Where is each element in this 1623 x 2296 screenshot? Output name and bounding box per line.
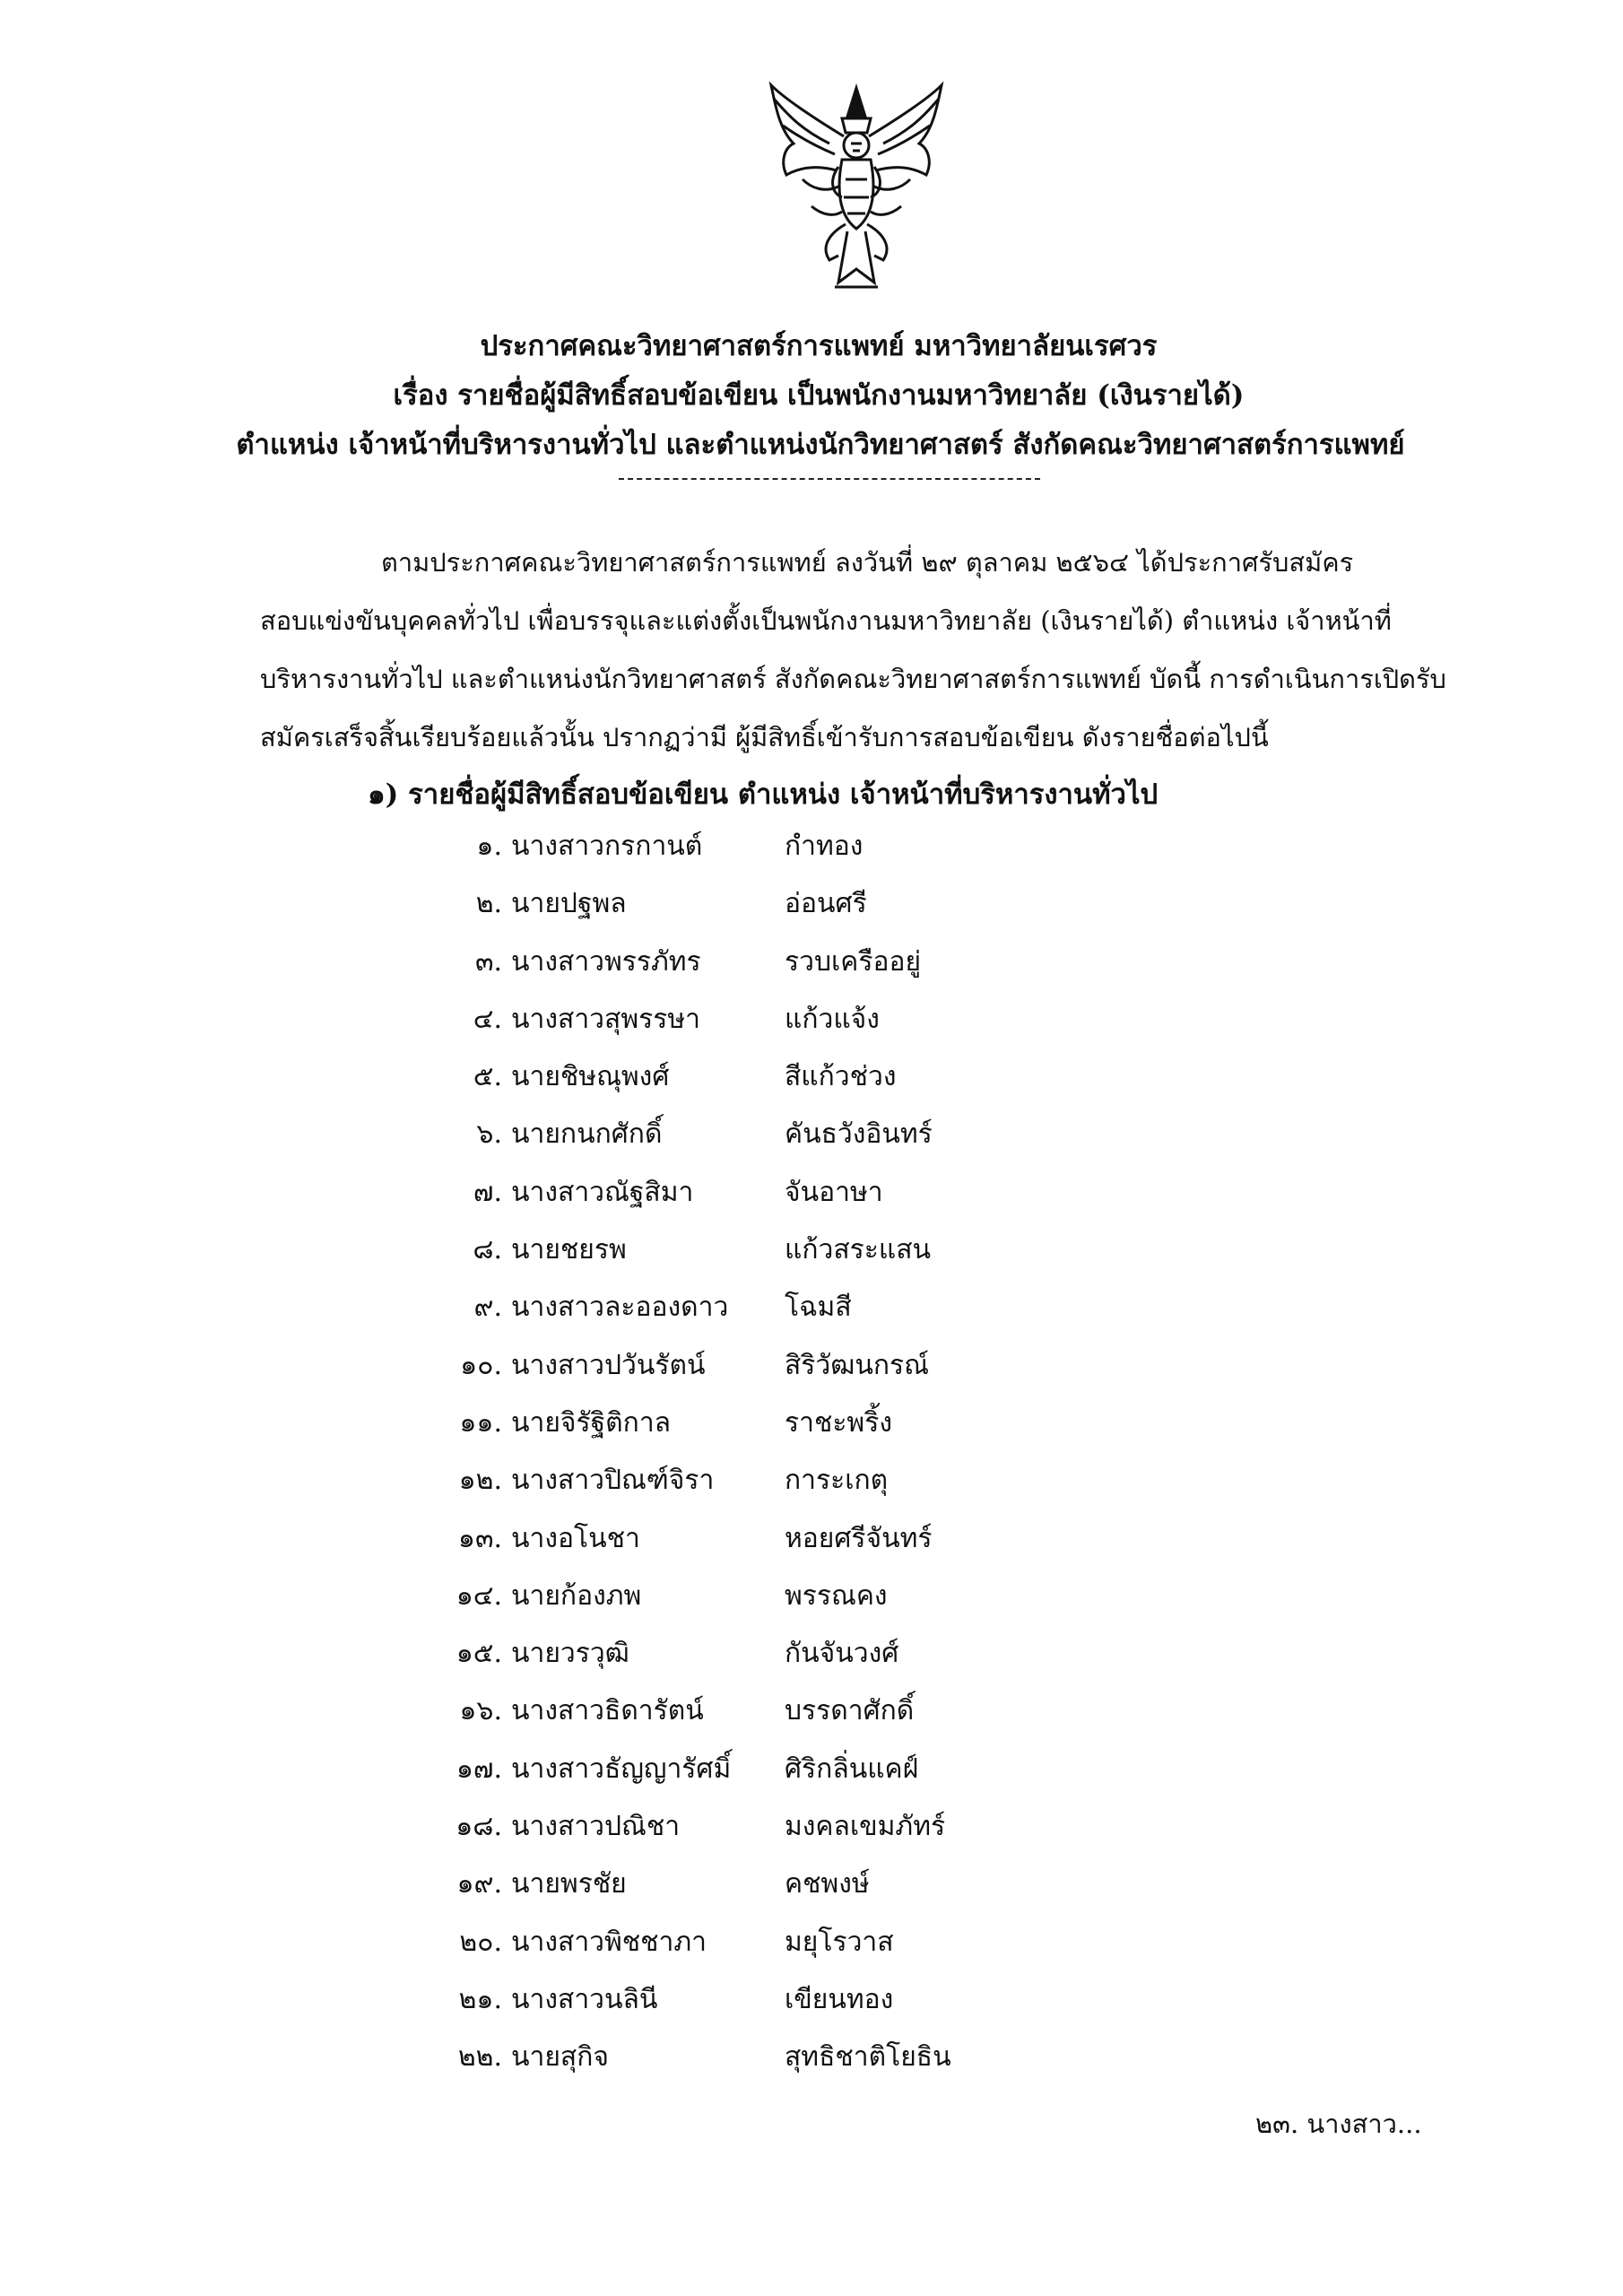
item-number: ๔. (473, 1003, 502, 1035)
list-item (404, 825, 1211, 883)
family-name: สีแก้วช่วง (785, 1061, 897, 1093)
family-name: กำทอง (785, 831, 864, 862)
list-item (404, 1402, 1211, 1459)
given-name: นางสาวปณิชา (511, 1811, 681, 1843)
family-name: มยุโรวาส (785, 1926, 894, 1958)
item-number: ๓. (474, 945, 502, 978)
given-name: นายชิษณุพงศ์ (511, 1061, 670, 1093)
given-name: นางอโนชา (511, 1522, 640, 1554)
body-line: บริหารงานทั่วไป และตำแหน่งนักวิทยาศาสตร์ สังกัดคณะวิทยาศาสตร์การแพทย์ บัดนี้ การดำเนินการเปิดรับ (260, 664, 1446, 694)
item-number: ๖. (476, 1118, 502, 1151)
list-item (404, 1921, 1211, 1979)
item-number: ๗. (473, 1176, 502, 1208)
item-number: ๑๑. (459, 1406, 502, 1439)
family-name: คันธวังอินทร์ (785, 1118, 933, 1151)
list-item (404, 2036, 1211, 2093)
given-name: นางสาวละอองดาว (511, 1292, 729, 1324)
given-name: นายจิรัฐิติกาล (511, 1406, 672, 1439)
item-number: ๑๖. (459, 1695, 502, 1727)
list-item (404, 1286, 1211, 1344)
given-name: นางสาวกรกานต์ (511, 831, 703, 862)
item-number: ๑๗. (456, 1752, 502, 1785)
item-number: ๕. (473, 1061, 502, 1093)
list-item (404, 1979, 1211, 2036)
family-name: บรรดาศักดิ์ (785, 1695, 915, 1727)
list-item (404, 1632, 1211, 1690)
list-item (404, 1229, 1211, 1286)
list-item (404, 883, 1211, 940)
given-name: นางสาวพิชชาภา (511, 1926, 707, 1958)
list-item (404, 1863, 1211, 1920)
list-item (404, 1113, 1211, 1170)
family-name: การะเกตุ (785, 1465, 889, 1497)
item-number: ๒๑. (458, 1983, 502, 2015)
item-number: ๒. (475, 888, 502, 920)
body-paragraph (260, 534, 1457, 767)
given-name: นายปฐพล (511, 888, 627, 920)
announcement-positions: ตำแหน่ง เจ้าหน้าที่บริหารงานทั่วไป และตำแหน่งนักวิทยาศาสตร์ สังกัดคณะวิทยาศาสตร์การแพทย์ (236, 429, 1405, 461)
family-name: อ่อนศรี (785, 888, 867, 920)
list-item (404, 941, 1211, 998)
item-number: ๑๕. (456, 1638, 502, 1670)
item-number: ๒๐. (459, 1926, 502, 1958)
family-name: พรรณคง (785, 1579, 888, 1612)
given-name: นางสาวปวันรัตน์ (511, 1349, 706, 1381)
body-line: สมัครเสร็จสิ้นเรียบร้อยแล้วนั้น ปรากฏว่ามี ผู้มีสิทธิ์เข้ารับการสอบข้อเขียน ดังรายชื่อต่อไปนี้ (260, 722, 1269, 752)
item-number: ๑๐. (460, 1349, 502, 1381)
list-item (404, 1690, 1211, 1747)
family-name: สิริวัฒนกรณ์ (785, 1349, 929, 1381)
item-number: ๑๙. (456, 1868, 502, 1900)
given-name: นายสุกิจ (511, 2041, 609, 2074)
list-item (404, 1056, 1211, 1113)
given-name: นายก้องภพ (511, 1579, 642, 1612)
list-item (404, 1575, 1211, 1632)
item-number: ๑. (476, 831, 502, 862)
given-name: นายวรวุฒิ (511, 1638, 629, 1670)
family-name: จันอาษา (785, 1176, 883, 1208)
given-name: นางสาวณัฐสิมา (511, 1176, 694, 1208)
header-divider (619, 475, 1040, 480)
family-name: เขียนทอง (785, 1983, 894, 2015)
family-name: ศิริกลิ่นแคฝ์ (785, 1752, 919, 1785)
item-number: ๘. (473, 1234, 502, 1266)
item-number: ๑๘. (456, 1811, 502, 1843)
family-name: โฉมสี (785, 1292, 852, 1324)
given-name: นายพรชัย (511, 1868, 627, 1900)
list-item (404, 1171, 1211, 1229)
list-item (404, 998, 1211, 1056)
given-name: นางสาวปิณฑ์จิรา (511, 1465, 715, 1497)
announcement-title: ประกาศคณะวิทยาศาสตร์การแพทย์ มหาวิทยาลัยนเรศวร (480, 330, 1158, 362)
family-name: แก้วสระแสน (785, 1234, 932, 1266)
given-name: นางสาวธิดารัตน์ (511, 1695, 704, 1727)
body-line: ตามประกาศคณะวิทยาศาสตร์การแพทย์ ลงวันที่ ๒๙ ตุลาคม ๒๕๖๔ ได้ประกาศรับสมัคร (381, 547, 1354, 578)
family-name: กันจันวงศ์ (785, 1638, 899, 1670)
family-name: แก้วแจ้ง (785, 1003, 880, 1035)
garuda-emblem-icon (749, 81, 964, 296)
list-item (404, 1344, 1211, 1402)
item-number: ๙. (473, 1292, 502, 1324)
given-name: นางสาวพรรภัทร (511, 945, 701, 978)
list-item (404, 1748, 1211, 1805)
family-name: หอยศรีจันทร์ (785, 1522, 933, 1554)
section-heading: ๑) รายชื่อผู้มีสิทธิ์สอบข้อเขียน ตำแหน่ง เจ้าหน้าที่บริหารงานทั่วไป (368, 778, 1159, 811)
body-line: สอบแข่งขันบุคคลทั่วไป เพื่อบรรจุและแต่งตั้งเป็นพนักงานมหาวิทยาลัย (เงินรายได้) ตำแหน่ง เจ้าหน้าที่ (260, 605, 1392, 636)
announcement-subject: เรื่อง รายชื่อผู้มีสิทธิ์สอบข้อเขียน เป็นพนักงานมหาวิทยาลัย (เงินรายได้) (393, 379, 1245, 412)
given-name: นางสาวธัญญารัศมิ์ (511, 1752, 732, 1785)
item-number: ๑๓. (457, 1522, 502, 1554)
list-item (404, 1805, 1211, 1863)
family-name: รวบเครืออยู่ (785, 945, 922, 978)
item-number: ๑๔. (456, 1579, 502, 1612)
family-name: มงคลเขมภัทร์ (785, 1811, 946, 1843)
family-name: ราชะพริ้ง (785, 1406, 892, 1439)
family-name: คชพงษ์ (785, 1868, 870, 1900)
given-name: นางสาวสุพรรษา (511, 1003, 700, 1035)
item-number: ๑๒. (458, 1465, 502, 1497)
continuation-note: ๒๓. นางสาว... (1255, 2109, 1422, 2139)
family-name: สุทธิชาติโยธิน (785, 2041, 951, 2074)
given-name: นางสาวนลินี (511, 1983, 658, 2015)
list-item (404, 1459, 1211, 1517)
given-name: นายชยรพ (511, 1234, 627, 1266)
item-number: ๒๒. (457, 2041, 502, 2074)
given-name: นายกนกศักดิ์ (511, 1118, 663, 1151)
candidate-list (404, 825, 1211, 2094)
list-item (404, 1518, 1211, 1575)
